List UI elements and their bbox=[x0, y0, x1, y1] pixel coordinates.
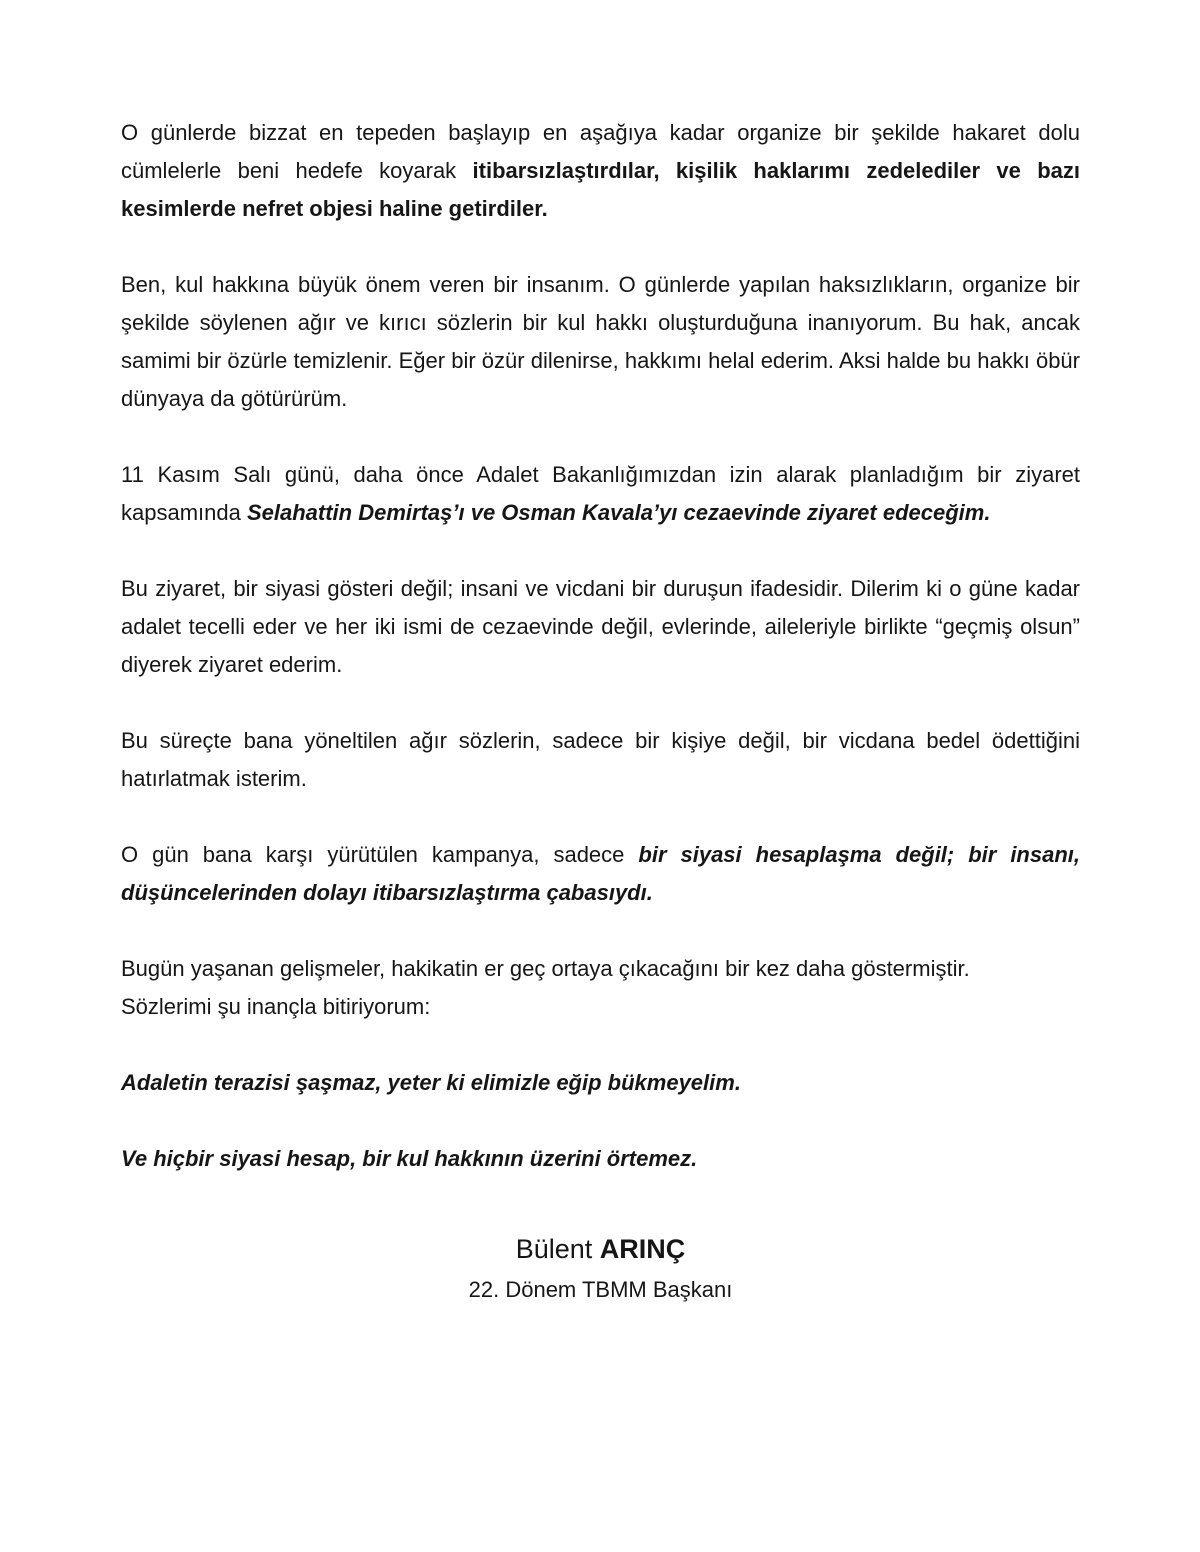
text-run: Bu süreçte bana yöneltilen ağır sözlerin, sadece bir kişiye değil, bir vicdana bedel ödettiğini hatırlatmak isterim. bbox=[121, 728, 1080, 791]
text-run: O günlerde bizzat en tepeden başlayıp en aşağıya kadar organize bir şekilde hakaret dolu cümlelerle beni hedefe koyarak bbox=[121, 120, 1080, 183]
paragraph-4 bbox=[121, 570, 1080, 684]
paragraph-3 bbox=[121, 456, 1080, 532]
paragraph-1 bbox=[121, 114, 1080, 228]
text-run: O gün bana karşı yürütülen kampanya, sadece bbox=[121, 842, 639, 867]
signature-block bbox=[121, 1228, 1080, 1310]
text-run: Bu ziyaret, bir siyasi gösteri değil; insani ve vicdani bir duruşun ifadesidir. Dilerim ki o güne kadar adalet tecelli eder ve her iki ismi de cezaevinde değil, evlerinde, aileleriyle birlikte “geçmiş olsun” diyerek ziyaret ederim. bbox=[121, 576, 1080, 677]
signature-first-name: Bülent bbox=[515, 1234, 600, 1264]
signature-last-name: ARINÇ bbox=[599, 1234, 686, 1264]
text-run: Ben, kul hakkına büyük önem veren bir insanım. O günlerde yapılan haksızlıkların, organize bir şekilde söylenen ağır ve kırıcı sözlerin bir kul hakkı oluşturduğuna inanıyorum. Bu hak, ancak samimi bir özürle temizlenir. Eğer bir özür dilenirse, hakkımı helal ederim. Aksi halde bu hakkı öbür dünyaya da götürürüm. bbox=[121, 272, 1080, 411]
paragraph-6 bbox=[121, 836, 1080, 912]
paragraph-5 bbox=[121, 722, 1080, 798]
paragraph-8 bbox=[121, 1064, 1080, 1102]
paragraph-2 bbox=[121, 266, 1080, 418]
paragraph-7 bbox=[121, 950, 1080, 1026]
text-run: Sözlerimi şu inançla bitiriyorum: bbox=[121, 994, 431, 1019]
text-run-bold-italic: Adaletin terazisi şaşmaz, yeter ki elimizle eğip bükmeyelim. bbox=[121, 1070, 741, 1095]
text-run-bold-italic: Selahattin Demirtaş’ı ve Osman Kavala’yı cezaevinde ziyaret edeceğim. bbox=[246, 500, 991, 525]
signature-title: 22. Dönem TBMM Başkanı bbox=[468, 1277, 733, 1302]
document-body bbox=[121, 114, 1080, 1310]
signature-name bbox=[121, 1228, 1080, 1270]
text-run-bold-italic: Ve hiçbir siyasi hesap, bir kul hakkının üzerini örtemez. bbox=[121, 1146, 698, 1171]
text-run-bold: itibarsızlaştırdılar, kişilik haklarımı zedelediler ve bazı kesimlerde nefret objesi haline getirdiler. bbox=[121, 158, 1080, 221]
text-run: Bugün yaşanan gelişmeler, hakikatin er geç ortaya çıkacağını bir kez daha göstermiştir. bbox=[121, 956, 970, 981]
paragraph-9 bbox=[121, 1140, 1080, 1178]
text-run-bold-italic: bir siyasi hesaplaşma değil; bir insanı, düşüncelerinden dolayı itibarsızlaştırma çabasıydı. bbox=[121, 842, 1081, 905]
text-run: 11 Kasım Salı günü, daha önce Adalet Bakanlığımızdan izin alarak planladığım bir ziyaret kapsamında bbox=[121, 462, 1080, 525]
